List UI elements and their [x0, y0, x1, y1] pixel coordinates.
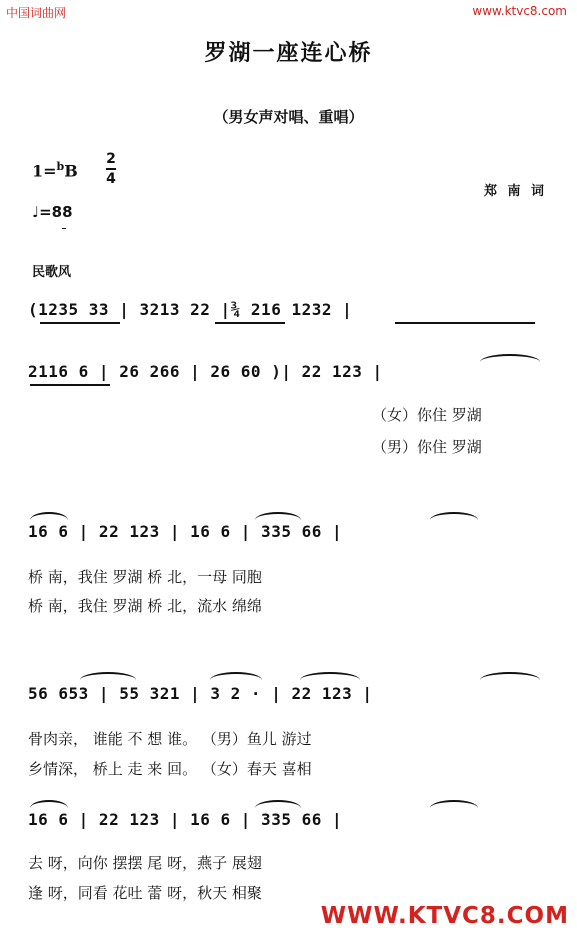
meter-bar [106, 168, 116, 170]
score-line-2: 2116 6 | 26 266 | 26 60 )| 22 123 | [28, 362, 383, 381]
meter-top: 2 [106, 151, 116, 167]
score-line-5: 16 6 | 22 123 | 16 6 | 335 66 | [28, 810, 343, 829]
score-line-3: 16 6 | 22 123 | 16 6 | 335 66 | [28, 522, 343, 541]
key-note: B [64, 161, 78, 181]
lyric-line: 乡情深， 桥上 走 来 回。 （女）春天 喜相 [28, 760, 312, 778]
lyric-line: 桥 南，我住 罗湖 桥 北，一母 同胞 [28, 568, 262, 586]
meter-bottom: 4 [106, 171, 116, 187]
lyricist-credit: 郑 南 词 [484, 184, 548, 199]
slur-mark [30, 512, 68, 520]
song-subtitle: （男女声对唱、重唱） [213, 108, 364, 126]
small-dash [62, 228, 66, 229]
lyric-line: 去 呀，向你 摆摆 尾 呀，燕子 展翅 [28, 854, 262, 872]
key-flat: b [56, 160, 65, 173]
lyric-line: （女）你住 罗湖 [372, 406, 482, 424]
slur-mark [30, 800, 68, 808]
slur-mark [255, 512, 301, 520]
time-signature [106, 152, 116, 186]
score-line-1: (1235 33 | 3213 22 |¾ 216 1232 | [28, 300, 353, 319]
watermark-top-right: www.ktvc8.com [472, 4, 567, 18]
slur-mark [80, 672, 136, 680]
underline [30, 384, 110, 386]
underline [215, 322, 285, 324]
lyric-line: 逢 呀，同看 花吐 蕾 呀，秋天 相聚 [28, 884, 262, 902]
song-title: 罗湖一座连心桥 [204, 41, 373, 66]
watermark-bottom-right: WWW.KTVC8.COM [320, 903, 569, 929]
tempo-marking: ♩=88 [32, 203, 73, 221]
key-signature [32, 160, 78, 180]
underline [395, 322, 535, 324]
slur-mark [480, 354, 540, 362]
slur-mark [480, 672, 540, 680]
slur-mark [300, 672, 360, 680]
slur-mark [255, 800, 301, 808]
lyric-line: 桥 南，我住 罗湖 桥 北，流水 绵绵 [28, 597, 262, 615]
underline [40, 322, 120, 324]
lyric-line: 骨肉亲， 谁能 不 想 谁。 （男）鱼儿 游过 [28, 730, 312, 748]
key-prefix: 1= [32, 161, 57, 181]
watermark-top-left: 中国词曲网 [6, 6, 67, 20]
slur-mark [430, 800, 478, 808]
score-line-4: 56 653 | 55 321 | 3 2 · | 22 123 | [28, 684, 373, 703]
slur-mark [210, 672, 262, 680]
style-marking: 民歌风 [32, 265, 72, 280]
lyric-line: （男）你住 罗湖 [372, 438, 482, 456]
slur-mark [430, 512, 478, 520]
